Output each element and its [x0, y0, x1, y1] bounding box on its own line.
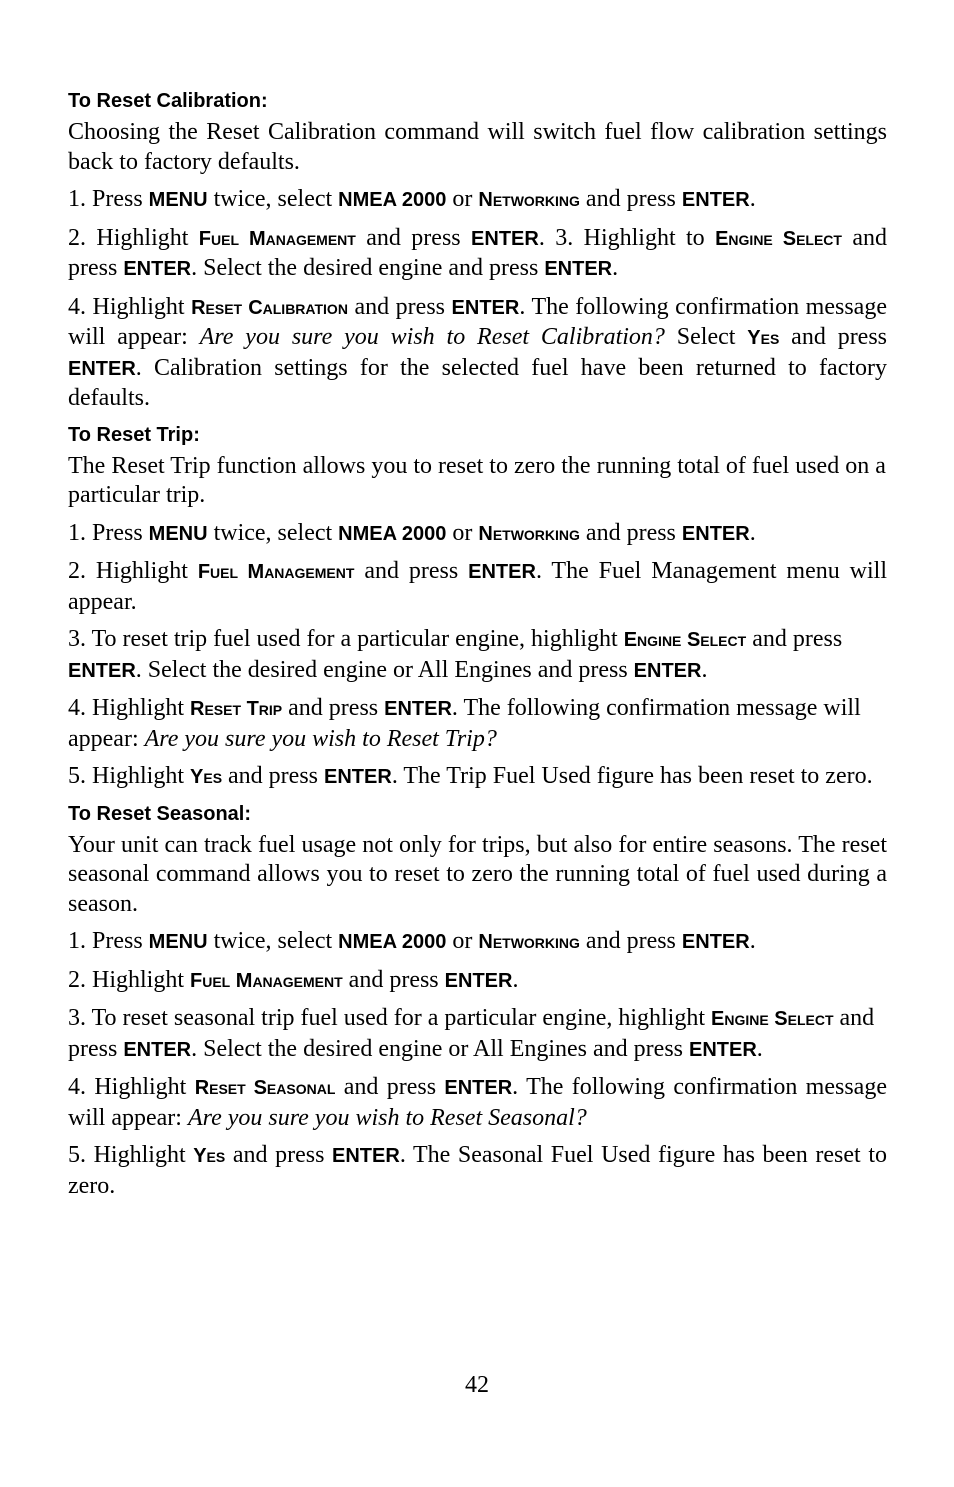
- document-page: [68, 88, 887, 1209]
- step-3-reset-seasonal: 3. To reset seasonal trip fuel used for a particular engine, highlight Engine Select and press ENTER. Select the desired engine or All Engines and press ENTER.: [68, 1005, 875, 1062]
- step-1-reset-trip: 1. Press MENU twice, select NMEA 2000 or Networking and press ENTER.: [68, 519, 756, 546]
- section-heading-reset-trip: To Reset Trip:: [68, 423, 200, 446]
- step-1-reset-seasonal: 1. Press MENU twice, select NMEA 2000 or Networking and press ENTER.: [68, 928, 756, 954]
- step-4-reset-calibration: 4. Highlight Reset Calibration and press ENTER. The following confirmation message will appear: Are you sure you wish to Reset Calibration? Select Yes and press ENTER. Calibration settings for the selected fuel have been returned to factory defaults.: [68, 293, 888, 411]
- step-2-reset-calibration: 2. Highlight Fuel Management and press ENTER. 3. Highlight to Engine Select and press ENTER. Select the desired engine and press ENTER.: [68, 224, 888, 281]
- paragraph-intro-reset-calibration: Choosing the Reset Calibration command will switch fuel flow calibration settings back to factory defaults.: [68, 119, 887, 175]
- section-heading-reset-calibration: To Reset Calibration:: [68, 90, 268, 112]
- paragraph-intro-reset-trip: The Reset Trip function allows you to reset to zero the running total of fuel used on a particular trip.: [68, 452, 886, 508]
- step-2-reset-seasonal: 2. Highlight Fuel Management and press ENTER.: [68, 966, 519, 993]
- step-1-reset-calibration: 1. Press MENU twice, select NMEA 2000 or Networking and press ENTER.: [68, 186, 756, 212]
- step-3-reset-trip: 3. To reset trip fuel used for a particular engine, highlight Engine Select and press ENTER. Select the desired engine or All Engines and press ENTER.: [68, 626, 843, 683]
- step-5-reset-seasonal: 5. Highlight Yes and press ENTER. The Seasonal Fuel Used figure has been reset to zero.: [68, 1142, 887, 1199]
- step-2-reset-trip: 2. Highlight Fuel Management and press ENTER. The Fuel Management menu will appear.: [68, 558, 887, 615]
- step-5-reset-trip: 5. Highlight Yes and press ENTER. The Trip Fuel Used figure has been reset to zero.: [68, 763, 873, 789]
- section-heading-reset-seasonal: To Reset Seasonal:: [68, 802, 252, 825]
- step-4-reset-trip: 4. Highlight Reset Trip and press ENTER. The following confirmation message will appear: Are you sure you wish to Reset Trip?: [68, 695, 861, 752]
- step-4-reset-seasonal: 4. Highlight Reset Seasonal and press ENTER. The following confirmation message will appear: Are you sure you wish to Reset Seasonal?: [68, 1074, 887, 1131]
- paragraph-intro-reset-seasonal: Your unit can track fuel usage not only for trips, but also for entire seasons. The reset seasonal command allows you to reset to zero the running total of fuel used during a season.: [68, 831, 887, 917]
- page-number: 42: [465, 1372, 489, 1398]
